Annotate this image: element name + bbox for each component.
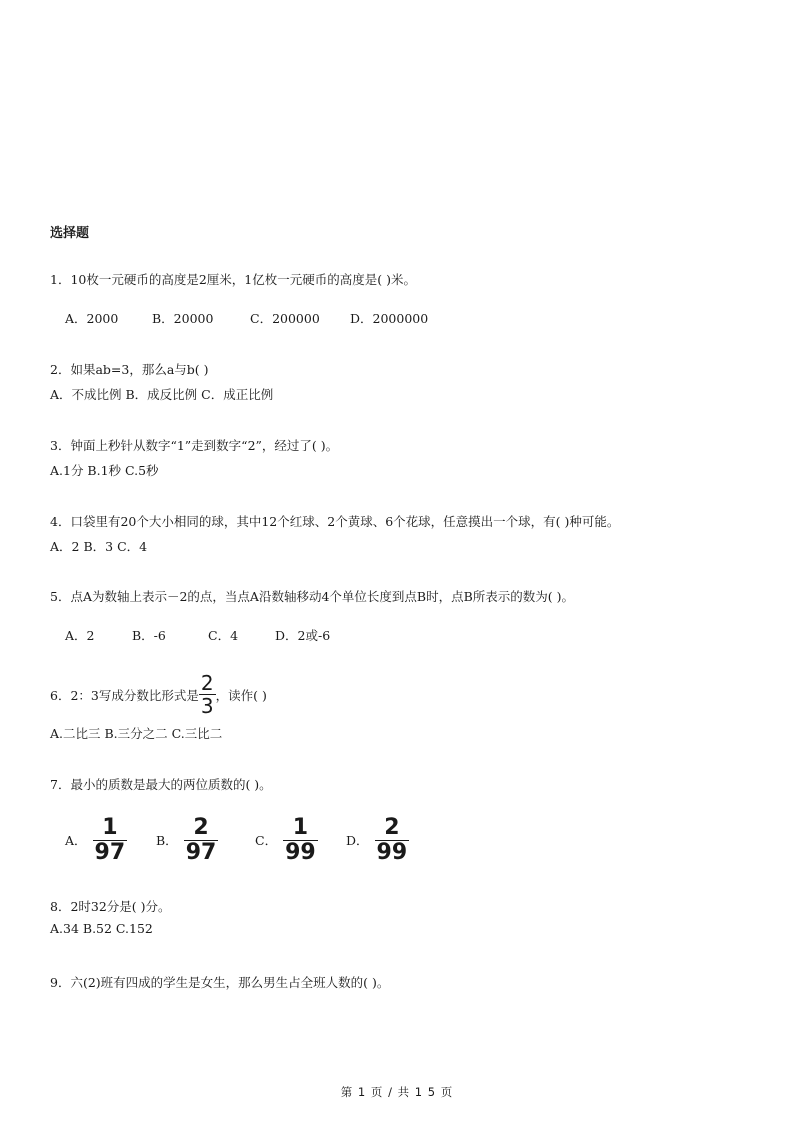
question-4-options: A．2 B．3 C．4 <box>50 539 148 554</box>
q7-option-b[interactable] <box>156 812 218 868</box>
frac-denominator: 99 <box>285 839 316 865</box>
q5-option-d[interactable]: D．2或-6 <box>275 628 331 643</box>
section-title: 选择题 <box>50 226 90 241</box>
q6-text-after: ，读作( ) <box>215 687 267 703</box>
q7-option-a[interactable] <box>65 812 127 868</box>
question-8-options: A.34 B.52 C.152 <box>50 921 153 936</box>
q1-option-a[interactable]: A．2000 <box>65 311 119 326</box>
q6-fraction <box>199 672 216 717</box>
q7-option-a-fraction <box>93 816 128 865</box>
q7-option-d[interactable] <box>346 812 409 868</box>
frac-denominator: 99 <box>376 839 408 865</box>
frac-denominator: 97 <box>185 839 217 865</box>
q6-text-before: 6．2：3写成分数比形式是 <box>50 687 199 703</box>
q5-option-b[interactable]: B．-6 <box>132 628 166 643</box>
question-8-text: 8．2时32分是( )分。 <box>50 899 171 914</box>
q7-option-d-label: D． <box>346 833 369 848</box>
question-2-options: A．不成比例 B．成反比例 C．成正比例 <box>50 387 274 402</box>
q5-option-c[interactable]: C．4 <box>208 628 239 643</box>
question-6-text <box>50 672 267 717</box>
question-9-text: 9．六(2)班有四成的学生是女生，那么男生占全班人数的( )。 <box>50 975 390 990</box>
q7-option-c-label: C． <box>255 833 278 848</box>
question-2-text: 2．如果ab=3，那么a与b( ) <box>50 362 209 377</box>
question-5-text: 5．点A为数轴上表示－2的点，当点A沿数轴移动4个单位长度到点B时，点B所表示的数为( )。 <box>50 589 575 604</box>
frac-numerator: 2 <box>384 814 400 840</box>
frac-denominator: 97 <box>94 839 126 865</box>
q7-option-d-fraction <box>375 816 410 865</box>
question-3-text: 3．钟面上秒针从数字“1”走到数字“2”，经过了( )。 <box>50 438 339 453</box>
frac-numerator: 2 <box>193 814 209 840</box>
frac-numerator: 1 <box>102 814 118 840</box>
question-3-options: A.1分 B.1秒 C.5秒 <box>50 463 159 478</box>
q6-frac-numerator: 2 <box>200 671 214 695</box>
question-6-options: A.二比三 B.三分之二 C.三比二 <box>50 726 223 741</box>
frac-numerator: 1 <box>292 814 309 840</box>
q1-option-b[interactable]: B．20000 <box>152 311 214 326</box>
q5-option-a[interactable]: A．2 <box>65 628 95 643</box>
question-1-text: 1．10枚一元硬币的高度是2厘米，1亿枚一元硬币的高度是( )米。 <box>50 272 416 287</box>
question-4-text: 4．口袋里有20个大小相同的球，其中12个红球、2个黄球、6个花球，任意摸出一个球，有( )种可能。 <box>50 514 620 529</box>
q7-option-a-label: A． <box>65 833 87 848</box>
q7-option-b-fraction <box>184 816 219 865</box>
q7-option-c[interactable] <box>255 812 318 868</box>
q7-option-b-label: B． <box>156 833 178 848</box>
q6-frac-denominator: 3 <box>200 694 214 718</box>
q1-option-c[interactable]: C．200000 <box>250 311 320 326</box>
page-footer: 第 1 页 / 共 1 5 页 <box>340 1085 454 1099</box>
q7-option-c-fraction <box>283 816 318 865</box>
question-7-text: 7．最小的质数是最大的两位质数的( )。 <box>50 777 272 792</box>
q1-option-d[interactable]: D．2000000 <box>350 311 429 326</box>
